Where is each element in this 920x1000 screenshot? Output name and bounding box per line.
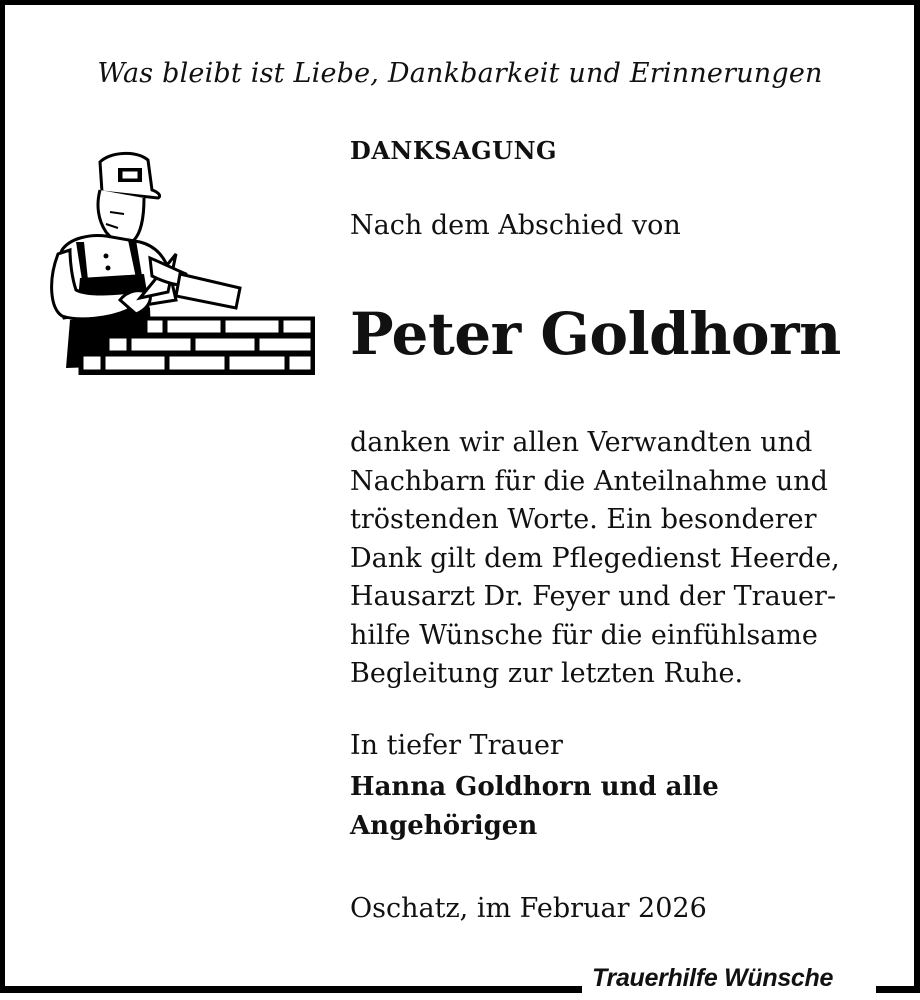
bricklayer-icon <box>40 150 315 375</box>
bottom-border-rule <box>0 986 582 993</box>
deceased-name: Peter Goldhorn <box>350 300 841 368</box>
intro-text: Nach dem Abschied von <box>350 210 681 241</box>
heading: DANKSAGUNG <box>350 136 558 165</box>
funeral-home-signature: Trauerhilfe Wünsche <box>588 964 839 993</box>
body-line: Hausarzt Dr. Feyer und der Trauer- <box>350 581 837 612</box>
body-line: Nachbarn für die Anteilnahme und <box>350 465 828 497</box>
body-line: danken wir allen Verwandten und <box>350 427 813 458</box>
mourning-phrase: In tiefer Trauer <box>350 730 563 761</box>
body-line: tröstenden Worte. Ein besonderer <box>350 504 817 535</box>
thanks-paragraph <box>350 424 910 694</box>
motto: Was bleibt ist Liebe, Dankbarkeit und Erinnerungen <box>97 58 823 89</box>
body-line: Begleitung zur letzten Ruhe. <box>350 658 744 689</box>
bottom-margin <box>0 993 920 1000</box>
place-date: Oschatz, im Februar 2026 <box>350 893 707 924</box>
mourners-line: Hanna Goldhorn und alle <box>350 772 719 802</box>
mourners-line: Angehörigen <box>350 810 538 841</box>
bottom-border-rule-end <box>876 986 920 993</box>
mourners <box>350 768 910 845</box>
body-line: hilfe Wünsche für die einfühlsame <box>350 619 818 651</box>
body-line: Dank gilt dem Pflegedienst Heerde, <box>350 542 840 574</box>
